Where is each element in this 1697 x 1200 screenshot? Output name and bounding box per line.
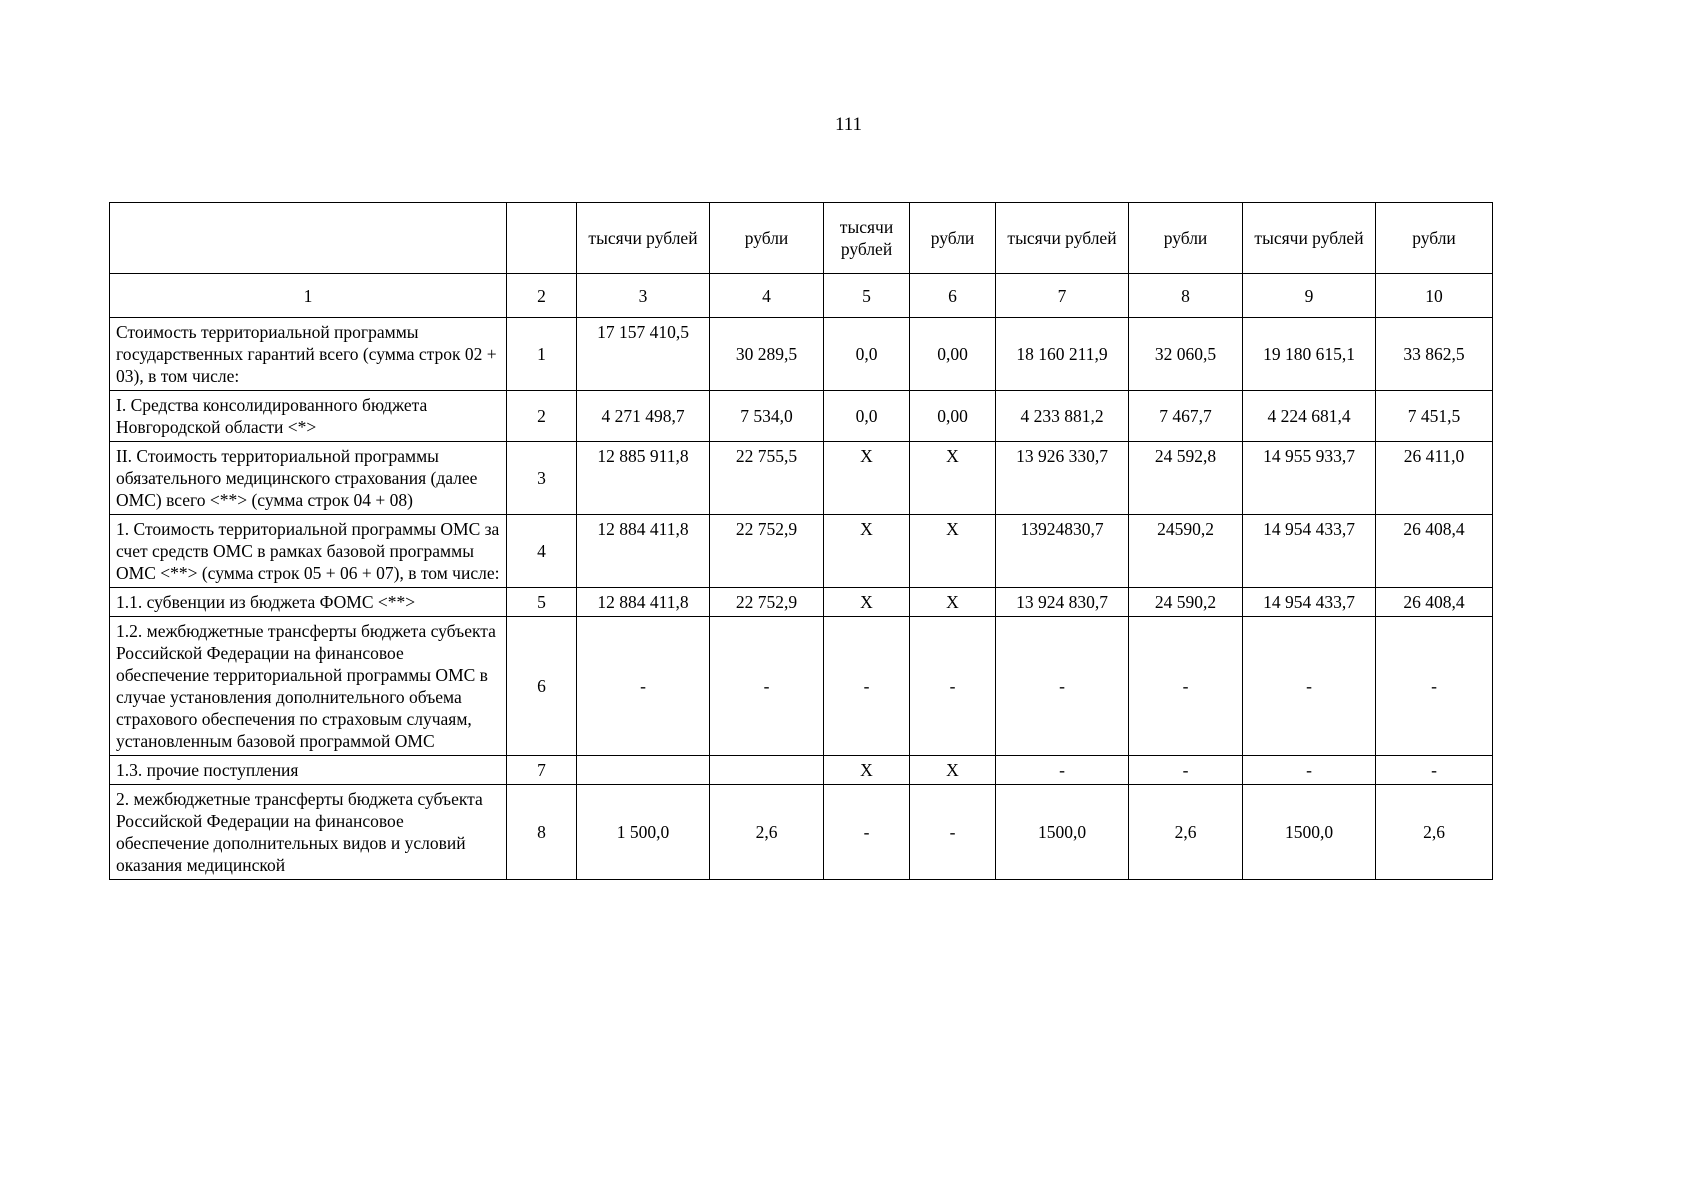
row-line-number: 6 bbox=[507, 617, 577, 756]
table-row bbox=[110, 785, 1493, 880]
value-cell: 22 755,5 bbox=[710, 442, 824, 515]
value-cell: 17 157 410,5 bbox=[577, 318, 710, 391]
value-cell: - bbox=[996, 617, 1129, 756]
units-cell: рубли bbox=[1129, 203, 1243, 274]
column-number: 7 bbox=[996, 274, 1129, 318]
value-cell: 0,00 bbox=[910, 391, 996, 442]
value-cell: 4 224 681,4 bbox=[1243, 391, 1376, 442]
value-cell: 22 752,9 bbox=[710, 588, 824, 617]
units-cell: рубли bbox=[910, 203, 996, 274]
value-cell: 1500,0 bbox=[996, 785, 1129, 880]
value-cell: - bbox=[824, 785, 910, 880]
units-cell bbox=[507, 203, 577, 274]
table-row bbox=[110, 588, 1493, 617]
value-cell: X bbox=[824, 442, 910, 515]
units-cell bbox=[110, 203, 507, 274]
value-cell: 33 862,5 bbox=[1376, 318, 1493, 391]
row-name: I. Средства консолидированного бюджета Новгородской области <*> bbox=[110, 391, 507, 442]
value-cell: 7 534,0 bbox=[710, 391, 824, 442]
value-cell: X bbox=[910, 442, 996, 515]
value-cell: X bbox=[910, 515, 996, 588]
value-cell: X bbox=[824, 756, 910, 785]
column-number: 8 bbox=[1129, 274, 1243, 318]
value-cell: 14 954 433,7 bbox=[1243, 588, 1376, 617]
row-line-number: 3 bbox=[507, 442, 577, 515]
value-cell: X bbox=[824, 515, 910, 588]
table-row bbox=[110, 442, 1493, 515]
column-number-row bbox=[110, 274, 1493, 318]
column-number: 4 bbox=[710, 274, 824, 318]
value-cell: - bbox=[1243, 756, 1376, 785]
column-number: 5 bbox=[824, 274, 910, 318]
value-cell: 0,0 bbox=[824, 318, 910, 391]
row-line-number: 5 bbox=[507, 588, 577, 617]
row-line-number: 1 bbox=[507, 318, 577, 391]
value-cell: 18 160 211,9 bbox=[996, 318, 1129, 391]
value-cell: - bbox=[1129, 617, 1243, 756]
value-cell: - bbox=[1243, 617, 1376, 756]
value-cell: X bbox=[910, 756, 996, 785]
value-cell: 14 954 433,7 bbox=[1243, 515, 1376, 588]
value-cell: 24 590,2 bbox=[1129, 588, 1243, 617]
value-cell: 7 451,5 bbox=[1376, 391, 1493, 442]
row-line-number: 2 bbox=[507, 391, 577, 442]
value-cell: 2,6 bbox=[710, 785, 824, 880]
value-cell: 32 060,5 bbox=[1129, 318, 1243, 391]
row-name: 1.1. субвенции из бюджета ФОМС <**> bbox=[110, 588, 507, 617]
value-cell: 24590,2 bbox=[1129, 515, 1243, 588]
value-cell: X bbox=[910, 588, 996, 617]
value-cell: 26 408,4 bbox=[1376, 588, 1493, 617]
value-cell: 1500,0 bbox=[1243, 785, 1376, 880]
value-cell: - bbox=[577, 617, 710, 756]
value-cell: 0,00 bbox=[910, 318, 996, 391]
value-cell bbox=[710, 756, 824, 785]
budget-table bbox=[109, 202, 1493, 880]
value-cell: - bbox=[910, 617, 996, 756]
table-row bbox=[110, 318, 1493, 391]
value-cell: 26 408,4 bbox=[1376, 515, 1493, 588]
value-cell: 13924830,7 bbox=[996, 515, 1129, 588]
units-header-row bbox=[110, 203, 1493, 274]
value-cell: 22 752,9 bbox=[710, 515, 824, 588]
value-cell: - bbox=[824, 617, 910, 756]
value-cell: 2,6 bbox=[1129, 785, 1243, 880]
value-cell: 0,0 bbox=[824, 391, 910, 442]
table-row bbox=[110, 391, 1493, 442]
value-cell: 13 924 830,7 bbox=[996, 588, 1129, 617]
value-cell: 26 411,0 bbox=[1376, 442, 1493, 515]
row-name: Стоимость территориальной программы государственных гарантий всего (сумма строк 02 + 03), в том числе: bbox=[110, 318, 507, 391]
value-cell: 30 289,5 bbox=[710, 318, 824, 391]
column-number: 6 bbox=[910, 274, 996, 318]
value-cell: 4 271 498,7 bbox=[577, 391, 710, 442]
table-row bbox=[110, 617, 1493, 756]
units-cell: рубли bbox=[1376, 203, 1493, 274]
column-number: 10 bbox=[1376, 274, 1493, 318]
page-number: 111 bbox=[834, 114, 863, 135]
value-cell: 4 233 881,2 bbox=[996, 391, 1129, 442]
column-number: 1 bbox=[110, 274, 507, 318]
value-cell: 19 180 615,1 bbox=[1243, 318, 1376, 391]
row-name: 1.2. межбюджетные трансферты бюджета субъекта Российской Федерации на финансовое обеспечение территориальной программы ОМС в случае установления дополнительного объема страхового обеспечения по страховым случаям, установленным базовой программой ОМС bbox=[110, 617, 507, 756]
value-cell: - bbox=[996, 756, 1129, 785]
row-name: 2. межбюджетные трансферты бюджета субъекта Российской Федерации на финансовое обеспечение дополнительных видов и условий оказания медицинской bbox=[110, 785, 507, 880]
column-number: 2 bbox=[507, 274, 577, 318]
value-cell: - bbox=[1129, 756, 1243, 785]
row-line-number: 8 bbox=[507, 785, 577, 880]
value-cell: - bbox=[1376, 617, 1493, 756]
value-cell: 13 926 330,7 bbox=[996, 442, 1129, 515]
value-cell: - bbox=[710, 617, 824, 756]
value-cell: X bbox=[824, 588, 910, 617]
units-cell: тысячи рублей bbox=[996, 203, 1129, 274]
row-name: 1.3. прочие поступления bbox=[110, 756, 507, 785]
units-cell: тысячи рублей bbox=[1243, 203, 1376, 274]
value-cell: 12 884 411,8 bbox=[577, 588, 710, 617]
column-number: 3 bbox=[577, 274, 710, 318]
row-line-number: 4 bbox=[507, 515, 577, 588]
value-cell: 7 467,7 bbox=[1129, 391, 1243, 442]
value-cell: 2,6 bbox=[1376, 785, 1493, 880]
value-cell: 14 955 933,7 bbox=[1243, 442, 1376, 515]
value-cell: - bbox=[1376, 756, 1493, 785]
units-cell: рубли bbox=[710, 203, 824, 274]
units-cell: тысячи рублей bbox=[577, 203, 710, 274]
value-cell: 1 500,0 bbox=[577, 785, 710, 880]
value-cell: 12 885 911,8 bbox=[577, 442, 710, 515]
row-name: II. Стоимость территориальной программы обязательного медицинского страхования (далее ОМС) всего <**> (сумма строк 04 + 08) bbox=[110, 442, 507, 515]
table-row bbox=[110, 515, 1493, 588]
column-number: 9 bbox=[1243, 274, 1376, 318]
table-row bbox=[110, 756, 1493, 785]
value-cell: 12 884 411,8 bbox=[577, 515, 710, 588]
value-cell: 24 592,8 bbox=[1129, 442, 1243, 515]
row-name: 1. Стоимость территориальной программы ОМС за счет средств ОМС в рамках базовой программы ОМС <**> (сумма строк 05 + 06 + 07), в том числе: bbox=[110, 515, 507, 588]
value-cell: - bbox=[910, 785, 996, 880]
row-line-number: 7 bbox=[507, 756, 577, 785]
units-cell: тысячи рублей bbox=[824, 203, 910, 274]
value-cell bbox=[577, 756, 710, 785]
